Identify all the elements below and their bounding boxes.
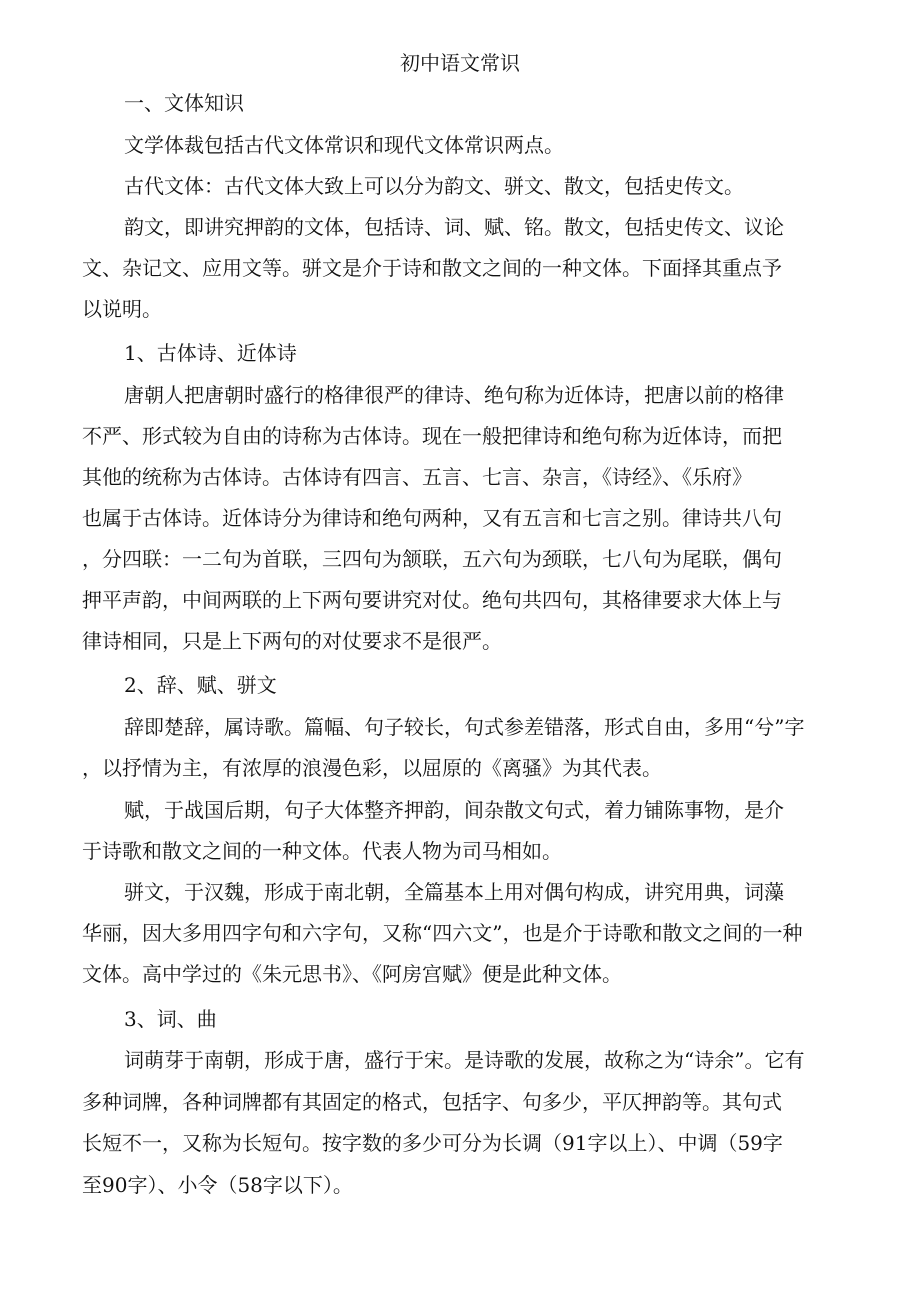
paragraph-line: 骈文，于汉魏，形成于南北朝，全篇基本上用对偶句构成，讲究用典，词藻 [124,880,784,904]
paragraph-line: 也属于古体诗。近体诗分为律诗和绝句两种，又有五言和七言之别。律诗共八句 [82,506,782,530]
paragraph-line: 古代文体：古代文体大致上可以分为韵文、骈文、散文，包括史传文。 [124,174,744,198]
paragraph-line: 唐朝人把唐朝时盛行的格律很严的律诗、绝句称为近体诗，把唐以前的格律 [124,383,784,407]
section-heading-genre: 一、文体知识 [124,91,244,115]
subheading-ci-qu: 3、词、曲 [124,1007,217,1031]
paragraph-line: 文、杂记文、应用文等。骈文是介于诗和散文之间的一种文体。下面择其重点予 [82,256,782,280]
subheading-ci-fu-pianwen: 2、辞、赋、骈文 [124,673,277,697]
paragraph-line: 辞即楚辞，属诗歌。篇幅、句子较长，句式参差错落，形式自由，多用“兮”字 [124,715,805,739]
paragraph-line: 长短不一，又称为长短句。按字数的多少可分为长调（91字以上）、中调（59字 [82,1131,783,1155]
paragraph-line: 赋，于战国后期，句子大体整齐押韵，间杂散文句式，着力铺陈事物，是介 [124,798,784,822]
paragraph-line: ，以抒情为主，有浓厚的浪漫色彩，以屈原的《离骚》为其代表。 [82,756,662,780]
subheading-ancient-modern-poetry: 1、古体诗、近体诗 [124,341,297,365]
paragraph-line: 多种词牌，各种词牌都有其固定的格式，包括字、句多少，平仄押韵等。其句式 [82,1090,782,1114]
document-title: 初中语文常识 [400,51,520,75]
paragraph-line: 文体。高中学过的《朱元思书》、《阿房宫赋》便是此种文体。 [82,962,622,986]
paragraph-line: 于诗歌和散文之间的一种文体。代表人物为司马相如。 [82,839,562,863]
paragraph-line: ，分四联：一二句为首联，三四句为颔联，五六句为颈联，七八句为尾联，偶句 [82,547,782,571]
paragraph-line: 律诗相同，只是上下两句的对仗要求不是很严。 [82,629,502,653]
paragraph-line: 词萌芽于南朝，形成于唐，盛行于宋。是诗歌的发展，故称之为“诗余”。它有 [124,1048,805,1072]
paragraph-line: 文学体裁包括古代文体常识和现代文体常识两点。 [124,133,564,157]
paragraph-line: 至90字）、小令（58字以下）。 [82,1173,353,1197]
paragraph-line: 押平声韵，中间两联的上下两句要讲究对仗。绝句共四句，其格律要求大体上与 [82,588,782,612]
paragraph-line: 华丽，因大多用四字句和六字句，又称“四六文”，也是介于诗歌和散文之间的一种 [82,921,803,945]
paragraph-line: 其他的统称为古体诗。古体诗有四言、五言、七言、杂言，《诗经》、《乐府》 [82,465,752,489]
paragraph-line: 不严、形式较为自由的诗称为古体诗。现在一般把律诗和绝句称为近体诗，而把 [82,424,782,448]
paragraph-line: 韵文，即讲究押韵的文体，包括诗、词、赋、铭。散文，包括史传文、议论 [124,215,784,239]
paragraph-line: 以说明。 [82,297,162,321]
